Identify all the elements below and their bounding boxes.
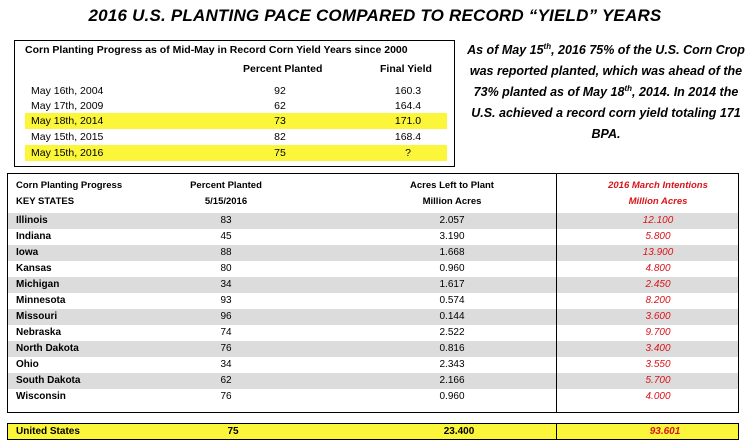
header-date: 5/15/2016 bbox=[204, 196, 248, 207]
col-final-yield: Final Yield bbox=[380, 63, 432, 75]
table-row: North Dakota 76 0.816 3.400 bbox=[8, 341, 738, 357]
table-row-highlighted: May 15th, 2016 75 ? bbox=[25, 145, 447, 161]
column-divider bbox=[556, 424, 557, 439]
header-percent-planted: Percent Planted bbox=[190, 180, 262, 191]
header-intentions-million-acres: Million Acres bbox=[628, 196, 688, 207]
table-row: Illinois 83 2.057 12.100 bbox=[8, 213, 738, 229]
column-divider bbox=[556, 174, 557, 412]
table-row: South Dakota 62 2.166 5.700 bbox=[8, 373, 738, 389]
record-yield-table-header: Corn Planting Progress as of Mid-May in Record Corn Yield Years since 2000 bbox=[25, 44, 408, 56]
table-row: Missouri 96 0.144 3.600 bbox=[8, 309, 738, 325]
table-row: May 17th, 2009 62 164.4 bbox=[31, 100, 422, 112]
table-row-highlighted: May 18th, 2014 73 171.0 bbox=[25, 113, 447, 129]
table-row: Minnesota 93 0.574 8.200 bbox=[16, 295, 671, 306]
united-states-total-row bbox=[7, 423, 739, 440]
table-row: Indiana 45 3.190 5.800 bbox=[16, 231, 671, 242]
table-row: Nebraska 74 2.522 9.700 bbox=[16, 327, 671, 338]
header-acres-left: Acres Left to Plant bbox=[410, 180, 494, 191]
header-key-states: KEY STATES bbox=[16, 196, 75, 207]
total-percent: 75 bbox=[227, 426, 239, 437]
header-march-intentions: 2016 March Intentions bbox=[608, 180, 708, 191]
table-row: Wisconsin 76 0.960 4.000 bbox=[16, 391, 671, 402]
page-title: 2016 U.S. PLANTING PACE COMPARED TO RECORD “YIELD” YEARS bbox=[88, 6, 662, 25]
table-row: May 15th, 2015 82 168.4 bbox=[31, 131, 422, 143]
table-row: Kansas 80 0.960 4.800 bbox=[16, 263, 671, 274]
record-yield-table bbox=[14, 40, 455, 167]
header-million-acres: Million Acres bbox=[422, 196, 482, 207]
table-row: Iowa 88 1.668 13.900 bbox=[8, 245, 738, 261]
header-corn-planting-progress: Corn Planting Progress bbox=[16, 180, 123, 191]
table-row: Ohio 34 2.343 3.550 bbox=[16, 359, 671, 370]
total-label: United States bbox=[16, 426, 80, 437]
table-row: May 16th, 2004 92 160.3 bbox=[31, 85, 422, 97]
key-states-table bbox=[7, 173, 739, 413]
table-row: Michigan 34 1.617 2.450 bbox=[8, 277, 738, 293]
col-percent-planted: Percent Planted bbox=[243, 63, 323, 75]
total-acres-left: 23.400 bbox=[443, 426, 475, 437]
total-intentions: 93.601 bbox=[649, 426, 681, 437]
commentary-note: As of May 15th, 2016 75% of the U.S. Corn Crop was reported planted, which was ahead of the 73% planted as of May 18th, 2014. In 2014 the U.S. achieved a record corn yield totaling 171 BPA. bbox=[467, 41, 745, 141]
